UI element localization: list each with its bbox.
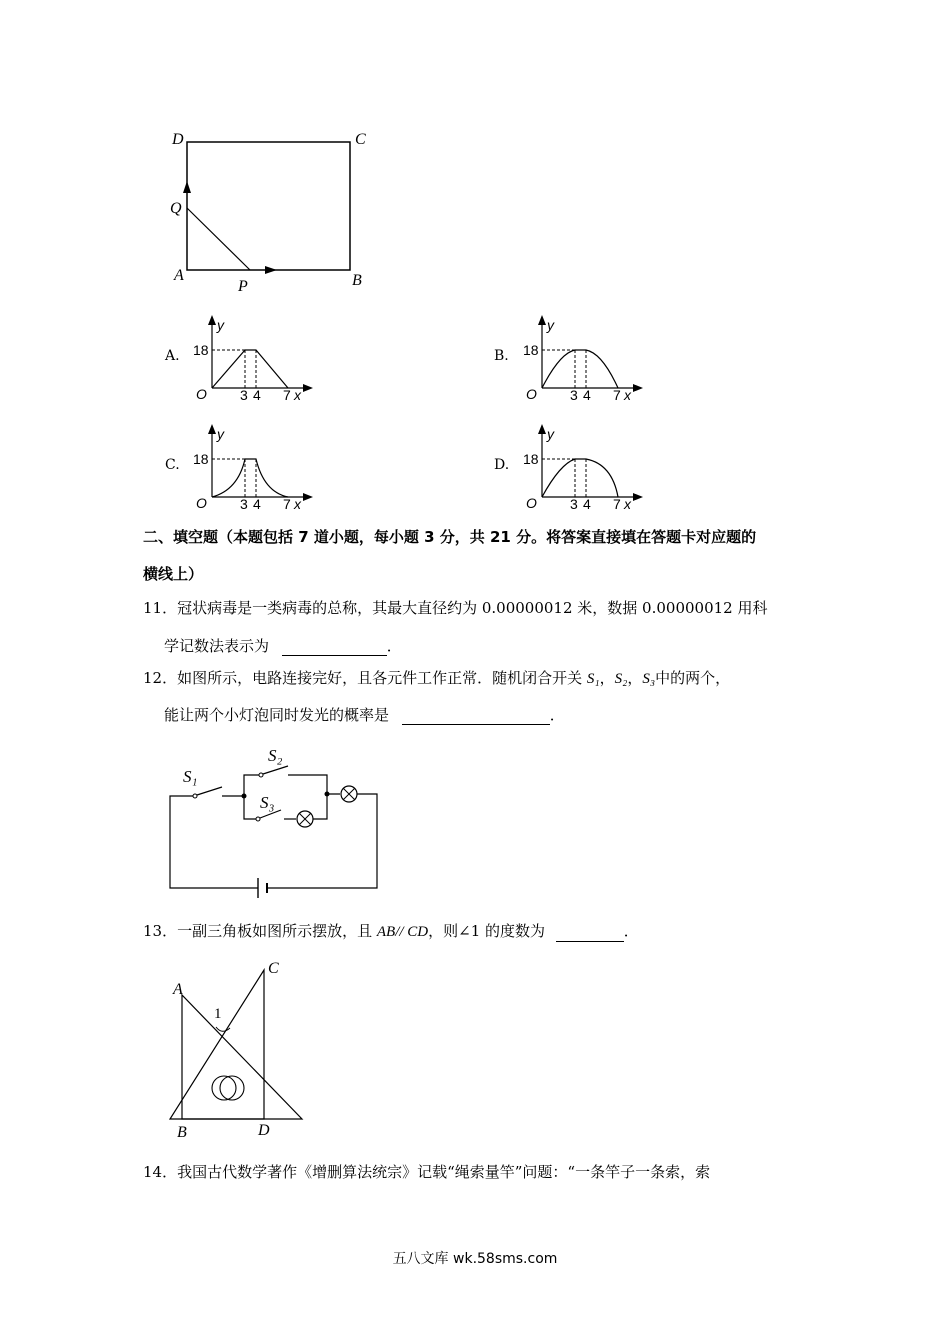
question-12-sep1: ，: [599, 669, 615, 687]
option-a-tick-3: 3: [240, 387, 248, 403]
lamp-icon: [297, 811, 313, 827]
option-d-curve: [542, 459, 618, 497]
triangle-label-a: A: [173, 981, 183, 998]
option-a-graph: [190, 313, 320, 403]
question-14-line1: 14．我国古代数学著作《增删算法统宗》记载“绳索量竿”问题：“一条竿子一条索，索: [143, 1163, 711, 1181]
label-a: A: [174, 267, 184, 284]
option-b-origin: O: [526, 386, 537, 402]
label-c: C: [355, 131, 366, 148]
option-a-y-axis-label: y: [217, 317, 224, 333]
switch-s1: [197, 787, 222, 795]
circuit-label-s1: S₁: [183, 767, 198, 786]
question-13-line: [143, 921, 639, 942]
option-c-tick-4: 4: [253, 496, 261, 512]
option-d-tick-4: 4: [583, 496, 591, 512]
option-c-origin: O: [196, 495, 207, 511]
question-12-text-a: 12．如图所示，电路连接完好，且各元件工作正常．随机闭合开关: [143, 669, 583, 687]
option-c-graph: [190, 422, 320, 512]
triangle-label-1: 1: [214, 1006, 222, 1022]
option-b-y-value: 18: [523, 342, 539, 358]
option-a-tick-4: 4: [253, 387, 261, 403]
lamp-icon: [341, 786, 357, 802]
option-b-graph: [520, 313, 650, 403]
option-d-tick-3: 3: [570, 496, 578, 512]
option-d-letter: D.: [494, 457, 510, 473]
option-b-y-axis-label: y: [547, 317, 554, 333]
option-d-y-axis-label: y: [547, 426, 554, 442]
triangle-label-c: C: [268, 960, 279, 977]
question-12-end: ．: [549, 706, 565, 724]
option-a-origin: O: [196, 386, 207, 402]
option-c-letter: C.: [165, 457, 180, 473]
question-12-text-b: 中的两个，: [655, 669, 731, 687]
triangle-abe: [182, 995, 302, 1119]
option-d-tick-7: 7: [613, 496, 621, 512]
option-b-tick-4: 4: [583, 387, 591, 403]
section-heading-line2: 横线上）: [143, 565, 204, 583]
option-b-tick-3: 3: [570, 387, 578, 403]
option-b-curve: [542, 350, 618, 388]
option-a-x-axis-label: x: [294, 387, 301, 403]
label-q: Q: [170, 200, 182, 217]
question-12-line2: [164, 705, 565, 725]
option-d-origin: O: [526, 495, 537, 511]
option-a-curve: [212, 350, 288, 388]
option-a-letter: A.: [165, 348, 180, 364]
switch-s1-ref: S₁: [586, 671, 600, 687]
question-12-prompt: 能让两个小灯泡同时发光的概率是: [164, 706, 390, 724]
switch-s2-ref: S₂: [614, 671, 628, 687]
answer-blank-11[interactable]: [282, 639, 387, 656]
switch-s3-ref: S₃: [642, 671, 656, 687]
option-c-x-axis-label: x: [294, 496, 301, 512]
question-13-text-a: 13．一副三角板如图所示摆放，且: [143, 922, 373, 940]
option-d-graph: [520, 422, 650, 512]
question-12-sep2: ，: [627, 669, 643, 687]
question-11-end: ．: [386, 637, 402, 655]
question-13-text-b: ，则∠1 的度数为: [428, 922, 546, 940]
question-11-prompt: 学记数法表示为: [164, 637, 270, 655]
question-13-end: ．: [623, 922, 639, 940]
question-11-line2: [164, 636, 402, 656]
option-d-x-axis-label: x: [624, 496, 631, 512]
option-c-y-value: 18: [193, 451, 209, 467]
switch-s2: [263, 766, 288, 774]
triangle-label-d: D: [258, 1122, 270, 1139]
option-c-y-axis-label: y: [217, 426, 224, 442]
label-d: D: [172, 131, 184, 148]
option-d-y-value: 18: [523, 451, 539, 467]
option-b-tick-7: 7: [613, 387, 621, 403]
question-11-line1: 11．冠状病毒是一类病毒的总称，其最大直径约为 0.00000012 米，数据 0.00000012 用科: [143, 599, 768, 617]
label-p: P: [238, 278, 248, 295]
question-13-relation: AB// CD: [376, 924, 429, 940]
option-c-tick-3: 3: [240, 496, 248, 512]
footer-watermark: 五八文库 wk.58sms.com: [392, 1251, 558, 1267]
section-heading-line1: 二、填空题（本题包括 7 道小题，每小题 3 分，共 21 分。将答案直接填在答题卡对应题的: [143, 528, 757, 546]
option-graphs: [0, 0, 950, 520]
option-a-tick-7: 7: [283, 387, 291, 403]
label-b: B: [352, 272, 362, 289]
question-12-line1: [143, 668, 730, 689]
circuit-label-s2: S₂: [268, 746, 283, 765]
triangle-cdf: [170, 970, 264, 1119]
triangle-label-b: B: [177, 1124, 187, 1141]
option-b-letter: B.: [494, 348, 509, 364]
circuit-label-s3: S₃: [260, 793, 275, 812]
answer-blank-13[interactable]: [556, 925, 624, 942]
triangle-figure: [160, 955, 320, 1145]
option-c-tick-7: 7: [283, 496, 291, 512]
option-c-curve: [212, 459, 288, 497]
option-b-x-axis-label: x: [624, 387, 631, 403]
answer-blank-12[interactable]: [402, 708, 550, 725]
option-a-y-value: 18: [193, 342, 209, 358]
